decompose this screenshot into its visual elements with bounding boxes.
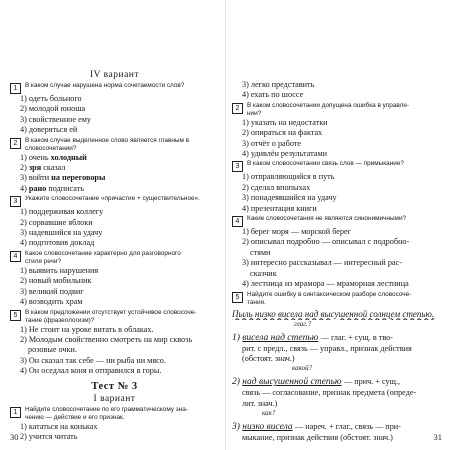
question-text: В каком случае нарушена норма сочетаемости слов? (25, 82, 185, 89)
page-number: 30 (10, 432, 19, 442)
parse-item-3: 3) низко висела — нареч. + глаг., связь — при- (232, 422, 401, 433)
answer-option: 1) выявить нарушения (20, 265, 99, 275)
answer-option: 4) презентация книги (242, 203, 317, 213)
question-3 (232, 160, 444, 172)
answer-option: 3) великий подвиг (20, 286, 84, 296)
parse-question-annotation (232, 364, 444, 376)
question-number-box: 2 (232, 103, 243, 114)
answer-option: 1) Не стоит на уроке витать в облаках. (20, 324, 154, 334)
answer-option: 1) кататься на коньках (20, 421, 98, 431)
answer-option: 4) лестница из мрамора — мраморная лестница (242, 279, 409, 289)
parse-description: (обстоят. знач.) (242, 353, 295, 363)
question-1 (10, 82, 219, 94)
parse-phrase: над высушенной степью (242, 377, 342, 388)
question-number-box: 5 (10, 310, 21, 321)
parse-description: лит. знач.) (242, 398, 278, 408)
answer-option: 4) ехать по шоссе (242, 90, 304, 100)
question-number-box: 1 (10, 83, 21, 94)
question-number-box: 1 (10, 407, 21, 418)
question-annotation-label: какой? (292, 364, 313, 373)
question-text: Найдите ошибку в синтаксическом разборе словосоче- (247, 290, 412, 298)
test-question-1 (10, 406, 219, 422)
question-text: тание (фразеологизм)? (25, 316, 95, 324)
question-text: чению — действие и его признак. (25, 413, 125, 421)
parse-question-annotation (232, 320, 444, 332)
answer-option-continuation: розовые очки. (28, 345, 77, 355)
parse-description: рит. с предл., связь — управл., признак действия (242, 343, 412, 353)
answer-option: 3) интересно рассказывал — интересный рас- (242, 258, 402, 268)
answer-option: 3) свойственное ему (20, 114, 91, 124)
test-variant-title: I вариант (93, 393, 136, 404)
question-number-box: 2 (10, 138, 21, 149)
parse-description: мыкание, признак действия (обстоят. знач.) (242, 433, 393, 443)
right-page (225, 0, 450, 450)
answer-option: 2) учится читать (20, 431, 78, 441)
answer-option: 4) рано подписать (20, 183, 85, 193)
question-number-box: 4 (10, 251, 21, 262)
question-number-box: 4 (232, 216, 243, 227)
answer-option: 3) надевшийся на удачу (20, 228, 103, 238)
question-number-box: 3 (232, 161, 243, 172)
parse-question-annotation (232, 409, 444, 421)
answer-option: 4) Он оседлал коня и отправился в горы. (20, 366, 162, 376)
question-text: В каком словосочетании допущена ошибка в управле- (247, 101, 410, 109)
answer-option-continuation: сказчик (250, 268, 277, 278)
question-number-box: 3 (10, 196, 21, 207)
answer-option: 3) войти на переговоры (20, 173, 106, 183)
answer-option: 2) описывал подробно — описывал с подробно- (242, 237, 410, 247)
answer-option: 4) подготовив доклад (20, 238, 95, 248)
question-text: тания. (247, 298, 266, 306)
answer-option: 1) одеть больного (20, 94, 82, 103)
question-text: В каком случае выделенное слово является главным в (25, 136, 190, 144)
answer-option: 1) поддерживая коллегу (20, 207, 104, 217)
question-text: Найдите словосочетание по его грамматическому зна- (25, 405, 188, 413)
answer-option: 2) опираться на фактах (242, 128, 323, 138)
question-annotation-label: глаг.? (294, 319, 312, 328)
answer-option: 1) очень холодный (20, 152, 87, 162)
question-text: Укажите словосочетание «причастие + существительное». (25, 195, 200, 203)
question-text: Какие словосочетания не являются синонимичными? (247, 215, 407, 223)
question-annotation-label: как? (262, 409, 276, 418)
question-4 (10, 250, 219, 266)
answer-option: 1) указать на недостатки (242, 117, 328, 127)
answer-option: 3) отчёт о работе (242, 138, 302, 148)
answer-option: 2) сорвавшие яблоки (20, 217, 93, 227)
answer-option: 3) понадеявшийся на удачу (242, 193, 337, 203)
question-text: В каком предложении отсутствует устойчивое словосоче- (25, 308, 197, 316)
answer-option: 4) удивлён результатами (242, 149, 328, 159)
question-text: словосочетании? (25, 144, 77, 152)
test-title: Тест № 3 (91, 380, 138, 392)
question-text: нии? (247, 109, 262, 117)
question-number-box: 5 (232, 292, 243, 303)
question-3 (10, 195, 219, 207)
parse-item-2: 2) над высушенной степью — прич. + сущ., (232, 377, 400, 388)
example-sentence: Пыль низко висела над высушенной солнцем степью. (232, 308, 435, 319)
question-5 (10, 309, 219, 325)
variant-title: IV вариант (89, 70, 140, 80)
parse-item-1: 1) висела над степью — глаг. + сущ. в тво- (232, 332, 393, 343)
answer-option: 1) отправляющийся в путь (242, 172, 335, 182)
answer-option: 4) возводить храм (20, 297, 83, 307)
question-2 (10, 137, 219, 153)
answer-option: 2) сделал впопыхах (242, 182, 311, 192)
answer-option-continuation: стями (250, 247, 271, 257)
page-number: 31 (433, 432, 442, 442)
parse-phrase: висела над степью (242, 332, 319, 343)
answer-option: 3) легко представить (242, 80, 315, 89)
answer-option: 4) доверяться ей (20, 125, 78, 135)
question-2 (232, 102, 444, 118)
answer-option: 2) молодой юноша (20, 104, 86, 114)
answer-option: 2) зря сказал (20, 163, 66, 173)
parse-phrase: низко висела (242, 422, 293, 433)
answer-option: 3) Он сказал так себе — ни рыба ни мясо. (20, 355, 166, 365)
question-text: стиля речи? (25, 257, 62, 265)
question-text: В каком словосочетании связь слов — примыкание? (247, 160, 404, 168)
answer-option: 2) новый мобильник (20, 276, 92, 286)
question-5 (232, 291, 444, 307)
question-4 (232, 215, 444, 227)
answer-option: 1) берег моря — морской берег (242, 227, 351, 237)
question-text: Какое словосочетание характерно для разговорного (25, 249, 181, 257)
answer-option: 2) Молодым свойственно смотреть на мир сквозь (20, 334, 193, 344)
parse-description: связь — согласование, признак предмета (опреде- (242, 388, 417, 398)
